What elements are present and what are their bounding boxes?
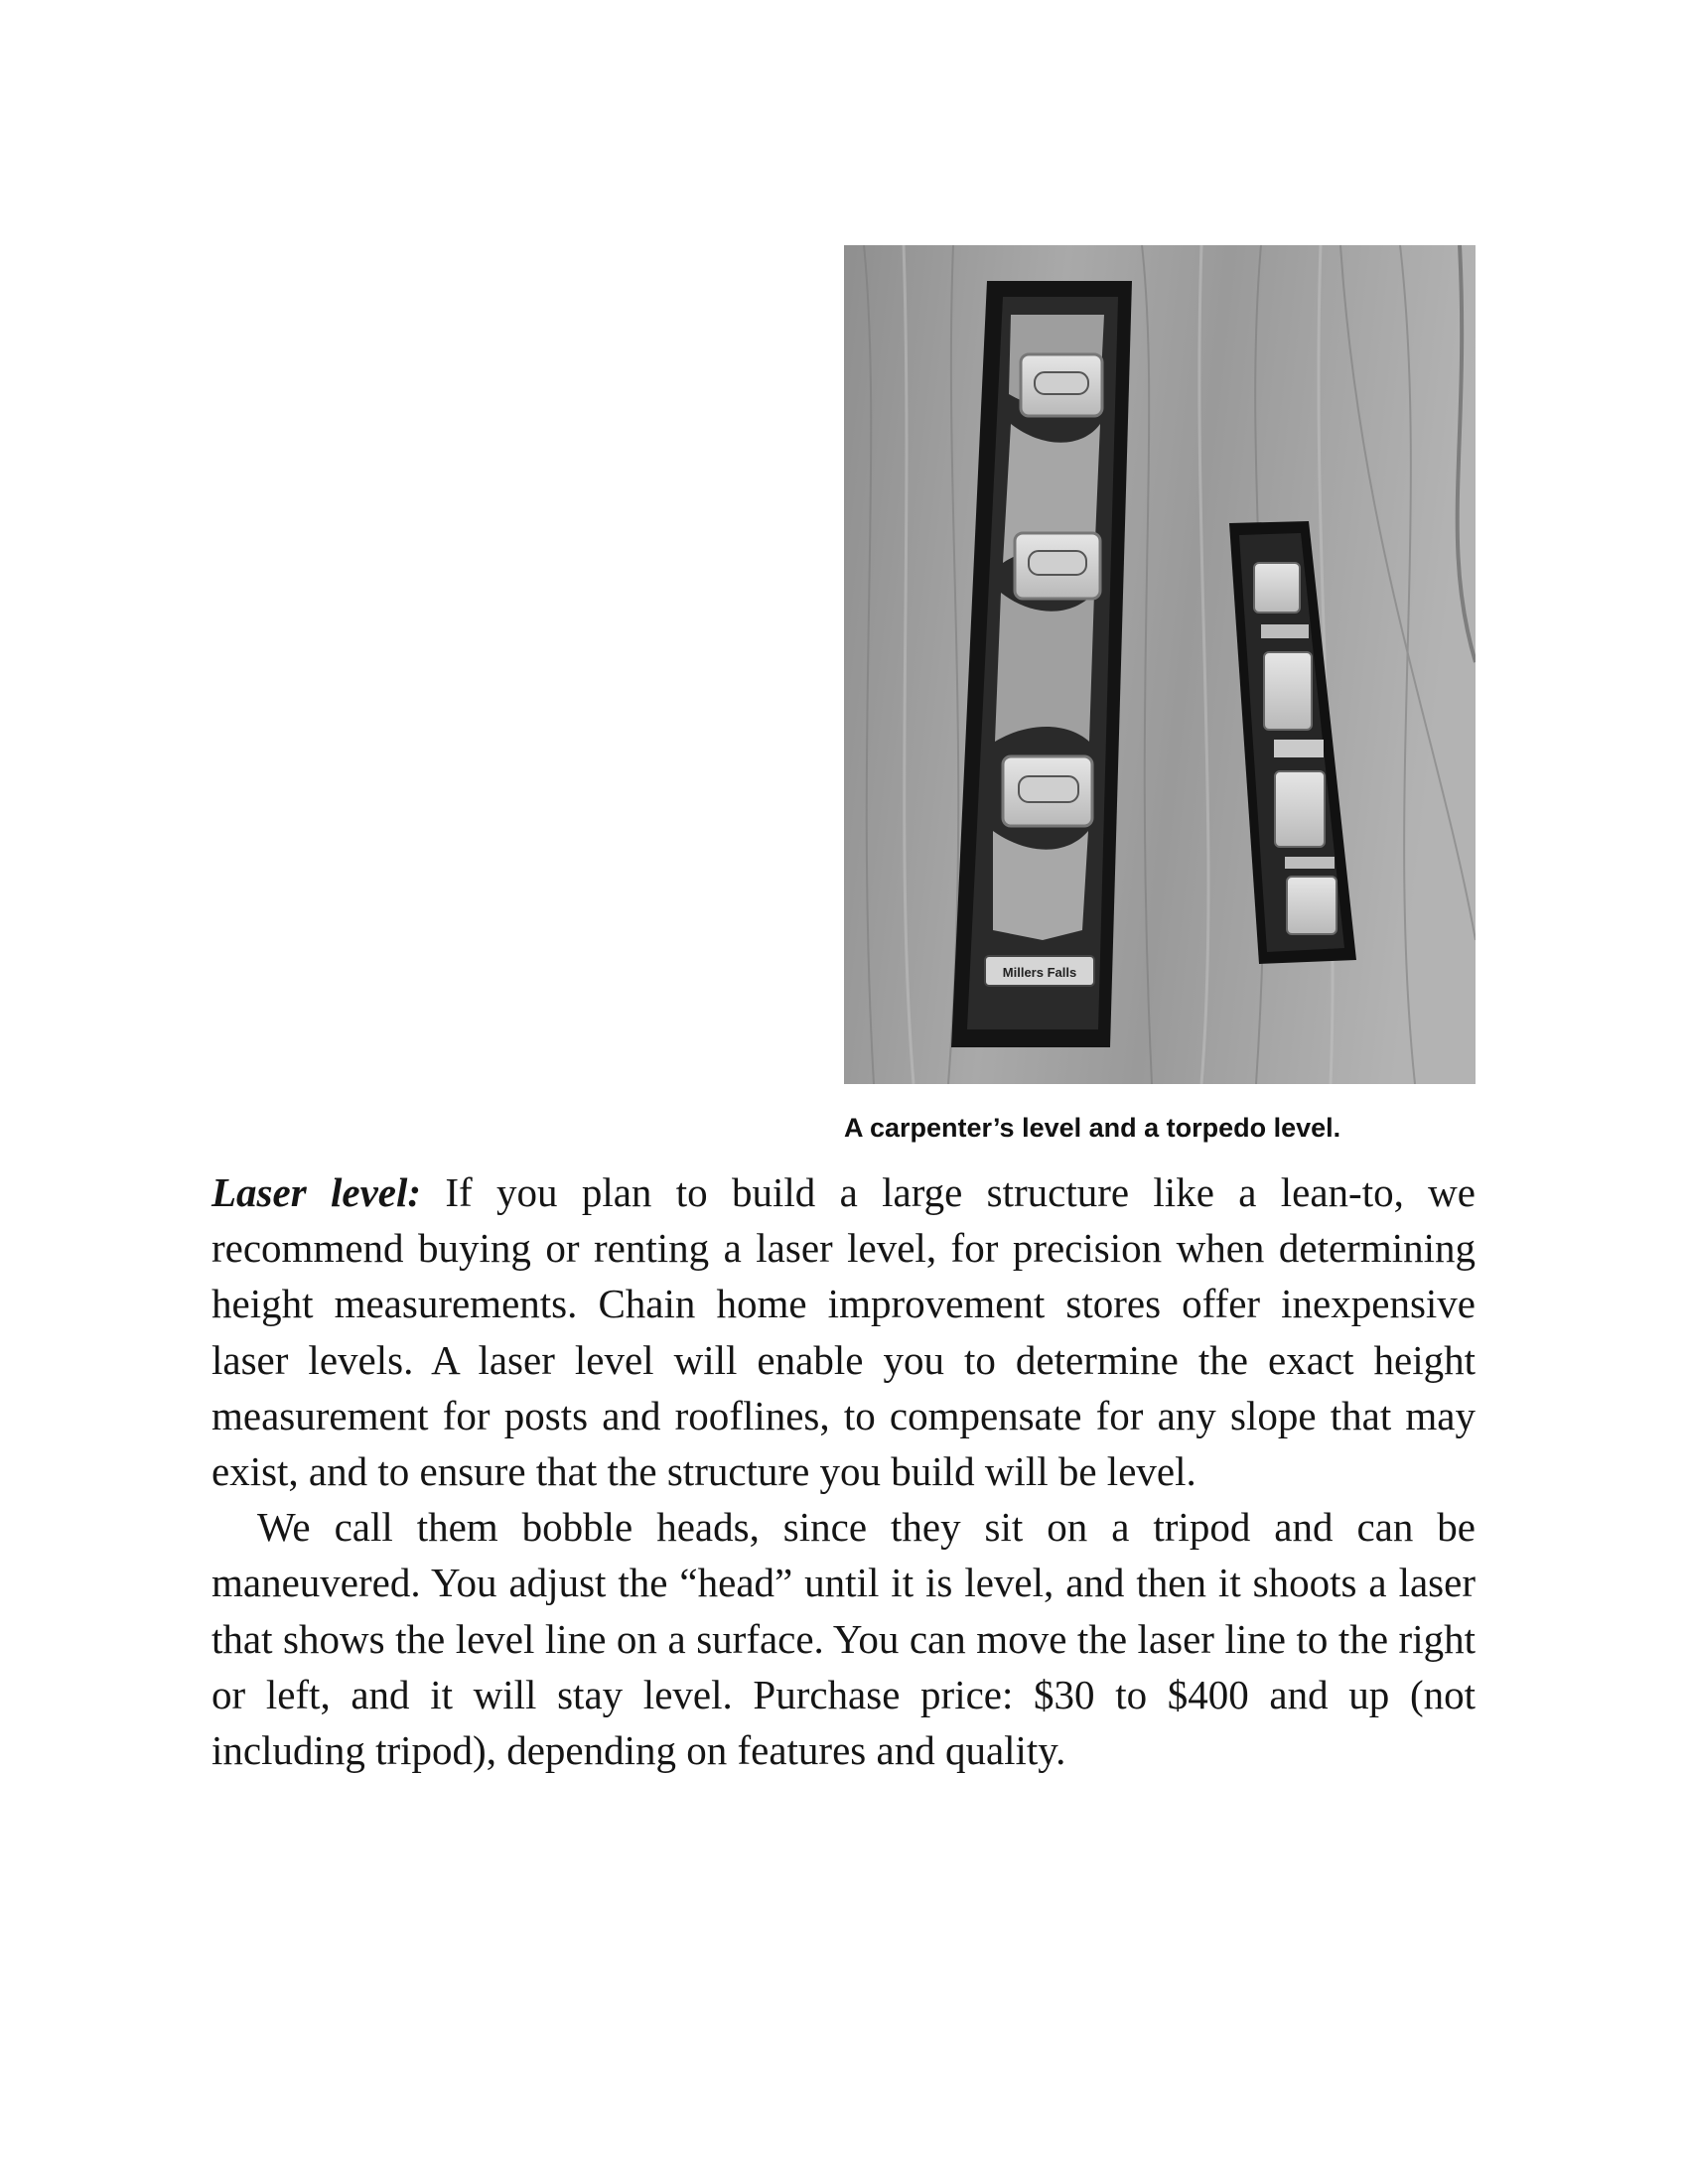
figure-caption: A carpenter’s level and a torpedo level. <box>844 1113 1341 1143</box>
wood-surface <box>844 245 1476 1084</box>
paragraph-laser-level <box>211 1164 1476 1499</box>
photo-levels <box>844 245 1476 1084</box>
photo-levels-illustration <box>844 245 1476 1084</box>
body-text <box>211 1164 1476 1778</box>
level-brand-label: Millers Falls <box>1002 965 1077 980</box>
lead-term: Laser level: <box>211 1169 422 1215</box>
paragraph-text: If you plan to build a large structure like a lean-to, we recommend buying or renting a laser level, for precision when determining height measurements. Chain home improvement stores offer inexpensive laser levels. A laser level will enable you to determine the exact height measurement for posts and rooflines, to compensate for any slope that may exist, and to ensure that the structure you build will be level. <box>211 1169 1476 1495</box>
paragraph-bobble-heads <box>211 1499 1476 1778</box>
paragraph-text: We call them bobble heads, since they sit on a tripod and can be maneuvered. You adjust the “head” until it is level, and then it shoots a laser that shows the level line on a surface. You can move the laser line to the right or left, and it will stay level. Purchase price: $30 to $400 and up (not including tripod), depending on features and quality. <box>211 1504 1476 1774</box>
